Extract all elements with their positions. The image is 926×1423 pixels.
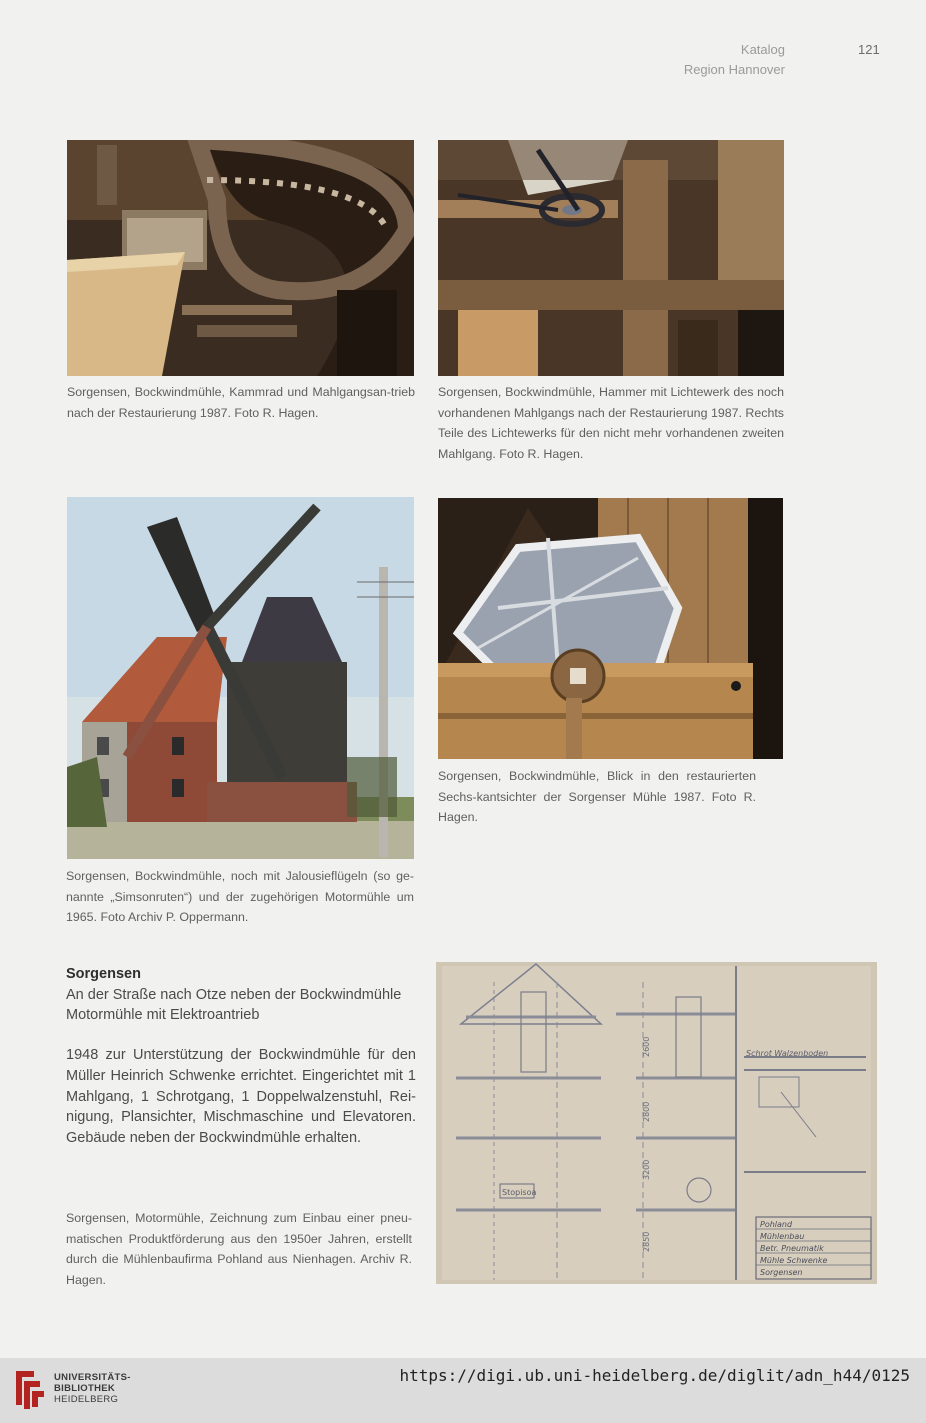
drawing-floor-label: Schrot Walzenboden [746, 1049, 829, 1058]
footer-bar [0, 1358, 926, 1423]
header-region: Region Hannover [683, 62, 785, 77]
photo-kammrad [67, 140, 414, 376]
library-logo-icon [12, 1367, 46, 1411]
library-line1: UNIVERSITÄTS- [54, 1372, 131, 1383]
photo-sechskantsichter [438, 498, 783, 759]
title-block-3: Betr. Pneumatik [760, 1244, 824, 1253]
photo-windmill-exterior [67, 497, 414, 859]
section-subtitle-line1: An der Straße nach Otze neben der Bockwindmühle [66, 987, 402, 1003]
caption-photo-windmill-exterior: Sorgensen, Bockwindmühle, noch mit Jalousieflügeln (so ge-nannte „Simsonruten“) und der zugehörigen Motormühle um 1965. Foto Archiv P. Oppermann. [66, 869, 414, 924]
photo-technical-drawing [436, 962, 877, 1284]
permalink-url[interactable]: https://digi.ub.uni-heidelberg.de/diglit/adn_h44/0125 [399, 1366, 910, 1385]
library-line3: HEIDELBERG [54, 1394, 119, 1405]
title-block-2: Mühlenbau [760, 1232, 805, 1241]
library-name [54, 1372, 131, 1405]
section-title: Sorgensen [66, 966, 141, 982]
header-section: Katalog [740, 42, 785, 57]
caption-drawing: Sorgensen, Motormühle, Zeichnung zum Einbau einer pneu-matischen Produktförderung aus den 1950er Jahren, erstellt durch die Mühlenbaufirma Pohland aus Nienhagen. Archiv R. Hagen. [66, 1211, 412, 1287]
running-header [684, 40, 785, 80]
drawing-dim-3: 3200 [642, 1159, 651, 1180]
caption-photo-sechskantsichter: Sorgensen, Bockwindmühle, Blick in den restaurierten Sechs-kantsichter der Sorgenser Mühle 1987. Foto R. Hagen. [438, 769, 756, 824]
library-line2: BIBLIOTHEK [54, 1383, 116, 1394]
section-body: 1948 zur Unterstützung der Bockwindmühle für den Müller Heinrich Schwenke errichtet. Eingerichtet mit 1 Mahlgang, 1 Schrotgang, 1 Doppelwalzenstuhl, Rei-nigung, Plansichter, Mischmaschine und Elevatoren. Gebäude neben der Bockwindmühle erhalten. [66, 1047, 416, 1147]
page-number: 121 [858, 42, 880, 57]
drawing-dim-1: 2600 [642, 1036, 651, 1057]
section-sorgensen [66, 963, 416, 1149]
section-subtitle-line2: Motormühle mit Elektroantrieb [66, 1007, 260, 1023]
drawing-box-label: Stopisoa [502, 1188, 537, 1197]
title-block-4: Mühle Schwenke [760, 1256, 828, 1265]
title-block-1: Pohland [760, 1220, 793, 1229]
drawing-dim-4: 2850 [642, 1231, 651, 1252]
drawing-dim-2: 2800 [642, 1101, 651, 1122]
title-block-5: Sorgensen [760, 1268, 803, 1277]
caption-photo-lichtewerk: Sorgensen, Bockwindmühle, Hammer mit Lichtewerk des noch vorhandenen Mahlgangs nach der Restaurierung 1987. Rechts Teile des Lichtewerks für den nicht mehr vorhandenen zweiten Mahlgang. Foto R. Hagen. [438, 385, 784, 461]
photo-lichtewerk [438, 140, 784, 376]
caption-photo-kammrad: Sorgensen, Bockwindmühle, Kammrad und Mahlgangsan-trieb nach der Restaurierung 1987. Foto R. Hagen. [67, 385, 415, 420]
